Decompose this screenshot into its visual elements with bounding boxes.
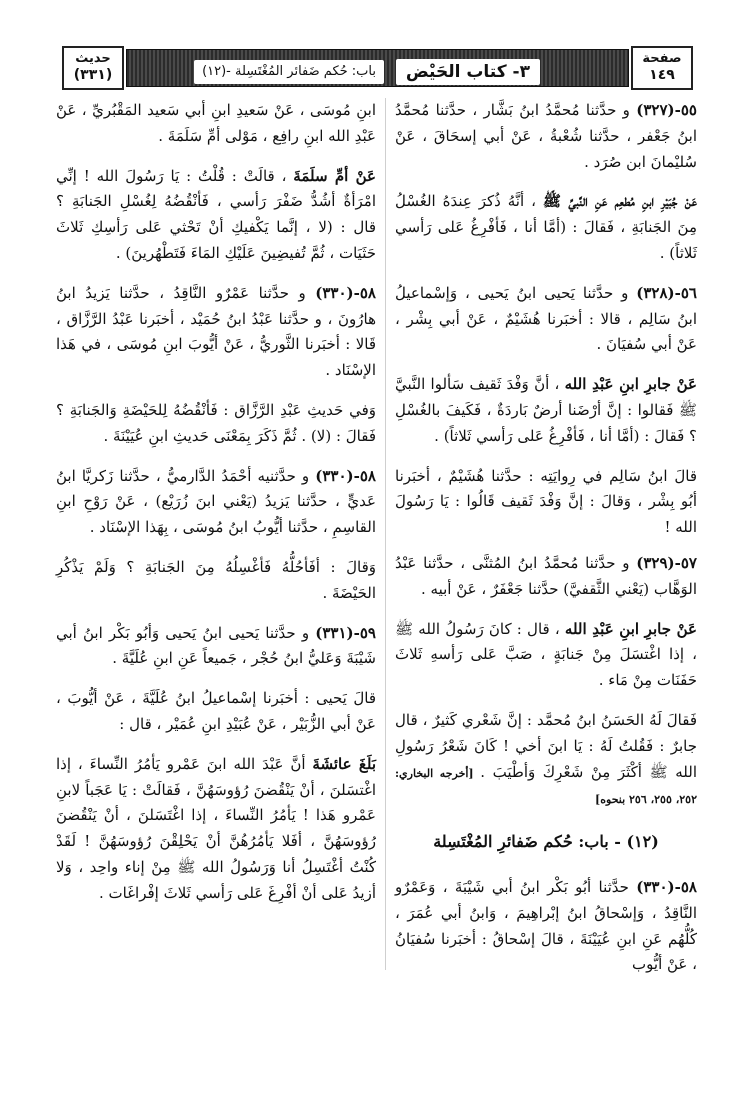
page-header — [62, 45, 693, 89]
paragraph — [56, 686, 376, 738]
paragraph — [395, 875, 697, 978]
paragraph — [395, 98, 697, 175]
paragraph-text: ، أنَّ وَفْدَ ثَقيف سَألوا النَّبيَّ ﷺ فَقالوا : إنَّ أرْضَنا أرضٌ بَاردَةٌ ، فَكَيفَ بالغُسْلِ ؟ فَقالَ : (أمَّا أنا ، فَأفْرِغُ عَلى رَأسي ثَلاثاً) . — [395, 375, 697, 445]
hadith-ref: ٥٧-(٣٢٩) — [636, 553, 697, 572]
page-number-box — [631, 46, 693, 90]
hadith-label: حديث — [75, 51, 111, 66]
page-label: صفحة — [642, 51, 682, 66]
page-number: ١٤٩ — [649, 67, 675, 83]
right-column — [395, 98, 697, 992]
paragraph-text: وَقالَ : أفَأحُلُّهُ فَأغْسِلُهُ مِنَ الجَنابَةِ ؟ وَلَمْ يَذْكُرِ الحَيْضَةَ . — [56, 557, 376, 602]
chapter-heading: (١٢) - باب: حُكم ضَفائرِ المُغْتَسِلة — [433, 832, 659, 852]
paragraph-text: و حدَّثنيه أحْمَدُ الدَّارميُّ ، حدَّثنا زَكريَّا ابنُ عَديٍّ ، حدَّثنا يَزيدُ (يَعْني ابنَ زُرَيْع) ، عَنْ رَوْحِ ابنِ القاسِمِ ، حدَّثنا أيُّوبُ ابنُ مُوسَى ، بِهَذا الإسْنَاد . — [56, 466, 376, 537]
book-title: ٣- كتاب الحَيْض — [396, 59, 540, 85]
paragraph — [56, 98, 376, 150]
left-column — [56, 98, 376, 921]
paragraph — [395, 281, 697, 358]
paragraph-text: ، قالَتْ : قُلْتُ : يَا رَسُولَ الله ! إنِّي امْرَأةٌ أشُدُّ ضَفْرَ رَأسي ، فَأنْقُضُهُ لِغُسْلِ الجَنابَةِ ؟ قال : (لا ، إنَّما يَكْفيكِ أنْ تَحْثي عَلى رَأسِكِ ثَلاثَ حَثَيَات ، ثُمَّ تُفيضِينَ عَلَيْكِ المَاءَ فَتَطْهُرينَ) . — [56, 166, 376, 262]
paragraph-text: و حدَّثنا يَحيى ابنُ يَحيى وَأبُو بَكْر ابنُ أبي شَيْبَةَ وَعَليُّ ابنُ حُجْر ، جَميعاً عَنِ ابنِ عُلَيَّةَ . — [56, 623, 376, 668]
hadith-ref: ٥٨-(٣٣٠) — [315, 283, 376, 302]
paragraph-text: ، أنَّهُ ذُكرَ عِندَهُ الغُسْلُ مِنَ الجَنابَةِ ، فَقالَ : (أمَّا أنا ، فَأفْرِغُ عَلى رَأسي ثَلاثاً) . — [395, 192, 697, 262]
hadith-ref: ٥٩-(٣٣١) — [315, 623, 376, 642]
column-divider — [385, 98, 386, 970]
paragraph — [56, 281, 376, 384]
paragraph — [395, 372, 697, 449]
hadith-ref: ٥٨-(٣٣٠) — [636, 877, 697, 896]
narrator: عَنْ جُبَيْرِ ابنِ مُطعِم عَنِ النَّبيِّ ﷺ — [542, 192, 697, 211]
hadith-ref: ٥٥-(٣٢٧) — [636, 101, 697, 119]
hadith-number: (٣٣١) — [73, 67, 113, 83]
paragraph-text: فَقالَ لَهُ الحَسَنُ ابنُ مُحمَّد : إنَّ شَعْري كَثيرٌ ، قال جابرٌ : فَقُلتُ لَهُ : يَا ابنَ أخي ! كَانَ شَعْرُ رَسُولِ الله ﷺ أكْثَرَ مِنْ شَعْرِكَ وَأطْيَبَ . — [395, 710, 698, 781]
paragraph-text: قالَ ابنُ سَالِم في رِوايَتِه : حدَّثنا هُشَيْمٌ ، أخبَرنا أبُو بِشْر ، وَقالَ : إنَّ وَفْدَ ثَقيف قَالُوا : يَا رَسُولَ الله ! — [395, 466, 697, 537]
paragraph-text: و حدَّثنا مُحمَّدُ ابنُ المُثنَّى ، حدَّثنا عَبْدُ الوَهَّاب (يَعْني الثَّقفيَّ) حدَّثنا جَعْفَرٌ ، عَنْ أبيه . — [395, 553, 697, 598]
paragraph — [56, 555, 376, 607]
hadith-number-box — [62, 46, 124, 90]
hadith-ref: ٥٨-(٣٣٠) — [315, 466, 376, 485]
paragraph-text: وَفي حَديثِ عَبْدِ الرَّزَّاق : فَأنْقُضُهُ لِلحَيْضَةِ وَالجَنابَةِ ؟ فَقالَ : (لا) . ثُمَّ ذَكَرَ بِمَعْنَى حَديثِ ابنِ عُيَيْنَةَ . — [56, 400, 376, 445]
paragraph-text: أنَّ عَبْدَ الله ابنَ عَمْرو يَأمُرُ النِّساءَ ، إذا اغْتسَلنَ ، أنْ يَنْقُضنَ رُؤوسَهُنَّ ، فَقالَتْ : يَا عَجَباً لابنِ عَمْرو هَذا ! يَأمُرُ النِّساءَ ، إذا اغْتَسَلنَ ، أنْ يَنْقُضنَ رُؤوسَهُنَّ ، أفَلا يَأمُرُهُنَّ أنْ يَحْلِقْنَ رُؤوسَهُنَّ ! لَقَدْ كُنْتُ أغْتَسِلُ أنا وَرَسُولُ الله ﷺ مِنْ إناء واحِد ، وَلا أزيدُ عَلى أنْ أفْرِغَ عَلى رَأسي ثَلاثَ إفْراغَات . — [56, 754, 376, 902]
paragraph — [395, 189, 697, 266]
paragraph — [395, 708, 697, 813]
narrator: عَنْ جابرِ ابنِ عَبْدِ الله — [564, 375, 697, 394]
paragraph — [56, 752, 376, 907]
hadith-ref: ٥٦-(٣٢٨) — [636, 283, 697, 302]
paragraph-text: و حدَّثنا مُحمَّدُ ابنُ بَشَّار ، حدَّثنا مُحمَّدُ ابنُ جَعْفر ، حدَّثنا شُعْبةُ ، عَنْ أبي إسحَاقَ ، عَنْ سُليْمانَ ابن صُرَد . — [395, 101, 697, 171]
chapter-subtitle: (١٢)- باب: حُكم ضَفائر المُغْتَسِلة — [194, 60, 384, 84]
paragraph — [395, 551, 697, 603]
paragraph — [56, 398, 376, 450]
paragraph-text: و حدَّثنا عَمْرٌو النَّاقِدُ ، حدَّثنا يَزيدُ ابنُ هارُونَ ، و حدَّثنا عَبْدُ ابنُ حُمَيْد ، أخبَرنا عَبْدُ الرَّزَّاق ، قَالا : أخبَرنا الثَّوريُّ ، عَنْ أيُّوبَ ابنِ مُوسَى ، في هَذا الإسْنَاد . — [56, 283, 376, 380]
title-bar — [126, 49, 629, 87]
paragraph — [395, 617, 697, 694]
narrator: عَنْ أمِّ سلَمَةَ — [293, 166, 376, 185]
bukhari-reference: [أخرجه البخاري: ٢٥٢، ٢٥٥، ٢٥٦ بنحوه] — [395, 766, 697, 807]
narrator: بَلَغَ عائشَةَ — [312, 754, 376, 773]
paragraph-text: و حدَّثنا يَحيى ابنُ يَحيى ، وَإسْماعيلُ ابنُ سَالِم ، قالا : أخبَرنا هُشَيْمٌ ، عَنْ أبي بِشْر ، عَنْ أبي سُفيَانَ . — [395, 283, 697, 354]
narrator: عَنْ جابرِ ابنِ عَبْدِ الله — [564, 619, 697, 638]
paragraph-text: ابنِ مُوسَى ، عَنْ سَعيدِ ابنِ أبي سَعيد المَقْبُريِّ ، عَنْ عَبْدِ الله ابنِ رافِع ، مَوْلى أمِّ سَلَمَةَ . — [56, 101, 376, 145]
paragraph — [56, 621, 376, 673]
paragraph — [395, 464, 697, 541]
paragraph — [56, 464, 376, 541]
paragraph-text: قالَ يَحيى : أخبَرنا إسْماعيلُ ابنُ عُلَيَّةَ ، عَنْ أيُّوبَ ، عَنْ أبي الزُّبَيْر ، عَنْ عُبَيْدِ ابنِ عُمَيْر ، قال : — [56, 689, 376, 733]
paragraph-text: حدَّثنا أبُو بَكْر ابنُ أبي شَيْبَةَ ، وَعَمْرٌو النَّاقِدُ ، وَإسْحاقُ ابنُ إبْراهِيمَ ، وَابنُ أبي عُمَرَ ، كُلُّهُم عَنِ ابنِ عُيَيْنَةَ ، قالَ إسْحاقُ : أخبَرنا سُفيَانُ ، عَنْ أيُّوب — [395, 877, 697, 974]
paragraph-text: ، قال : كانَ رَسُولُ الله ﷺ ، إذا اغْتسَلَ مِنْ جَنابَةٍ ، صَبَّ عَلى رَأسهِ ثَلاثَ حَفَنَات مِنْ مَاء . — [395, 619, 697, 690]
paragraph — [56, 164, 376, 267]
